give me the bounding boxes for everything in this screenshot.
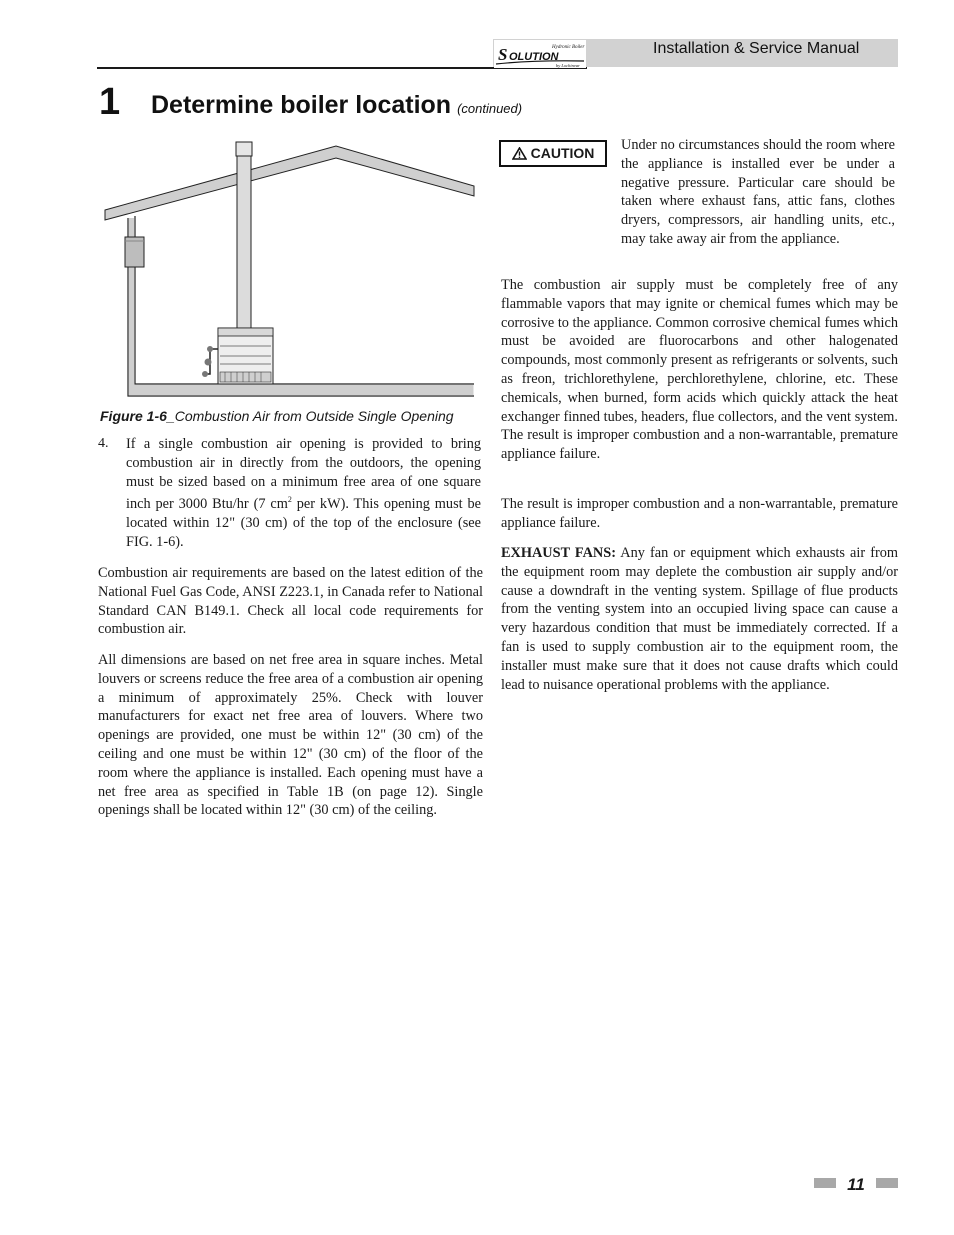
exhaust-fans-label: EXHAUST FANS: <box>501 545 616 561</box>
caution-text: Under no circumstances should the room where the appliance is installed ever be under a negative pressure. Particular care should be taken where exhaust fans, attic fans, clothes dryers, compressors, air handling units, etc., may take away air from the appliance. <box>621 137 895 247</box>
figure-number: Figure 1-6_ <box>100 408 175 424</box>
list-item-number: 4. <box>98 436 109 451</box>
list-item-text <box>126 435 481 552</box>
figure-caption <box>100 407 454 425</box>
svg-text:Hydronic Boiler: Hydronic Boiler <box>552 45 585 50</box>
list-item-text-b: per kW). This opening must be located within 12" (30 cm) of the top of the enclosure (see FIG. 1-6). <box>126 496 482 550</box>
list-item-superscript: 2 <box>287 495 292 505</box>
svg-text:S: S <box>498 45 508 64</box>
combustion-air-supply-paragraph: The combustion air supply must be completely free of any flammable vapors that may ignite or chemical fumes which may be corrosive to the appliance. Common corrosive chemical fumes which must be avoided are fluorocarbons and other halogenated compounds, most commonly present as refrigerants or solvents, such as freon, trichlorethylene, perchlorethylene, chlorine, etc. These chemicals, when burned, form acids which quickly attack the heat exchanger finned tubes, headers, flue collectors, and the vent system. The result is improper combustion and a non-warrantable, premature appliance failure. <box>501 277 898 463</box>
section-title <box>151 90 522 124</box>
caution-label-box <box>499 140 607 167</box>
manual-title: Installation & Service Manual <box>653 40 860 57</box>
page-number: 11 <box>847 1175 865 1194</box>
svg-text:by Lochinvar: by Lochinvar <box>556 63 580 68</box>
result-paragraph: The result is improper combustion and a non-warrantable, premature appliance failure. <box>501 496 898 531</box>
list-item-text-a: If a single combustion air opening is provided to bring combustion air in directly from the outdoors, the opening must be sized based on a minimum free area of one square inch per 3000 Btu/hr (7 cm <box>126 436 481 513</box>
warning-triangle-icon <box>512 147 527 160</box>
dimensions-paragraph: All dimensions are based on net free area in square inches. Metal louvers or screens reduce the free area of a combustion air opening a minimum of approximately 25%. Check with louver manufacturers for exact net free area of louvers. Where two openings are provided, one must be within 12" (30 cm) of the ceiling and one must be within 12" (30 cm) of the floor of the room where the appliance is installed. Each opening must have a net free area as specified in Table 1B (on page 12). Single openings shall be located within 12" (30 cm) of the ceiling. <box>98 652 483 819</box>
continued-label: (continued) <box>457 101 523 116</box>
exhaust-fans-paragraph <box>501 544 898 694</box>
combustion-air-figure <box>100 134 480 404</box>
caution-label: CAUTION <box>530 145 595 161</box>
footer-bar-right <box>876 1178 898 1188</box>
exhaust-fans-text: Any fan or equipment which exhausts air from the equipment room may deplete the combustion air supply and/or cause a downdraft in the venting system. Spillage of flue products from the venting system into an occupied living space can cause a very hazardous condition that must be immediately corrected. If a fan is used to supply combustion air to the equipment room, the installer must make sure that it does not cause drafts which could lead to nuisance operational problems with the appliance. <box>501 545 898 693</box>
section-title-text: Determine boiler location <box>151 91 452 119</box>
combustion-air-requirements-paragraph: Combustion air requirements are based on the latest edition of the National Fuel Gas Code, ANSI Z223.1, in Canada refer to National Standard CAN B149.1. Check all local code requirements for combustion air. <box>98 565 483 638</box>
solution-logo <box>494 40 586 68</box>
footer-bar-left <box>814 1178 836 1188</box>
section-number: 1 <box>99 81 121 123</box>
svg-text:OLUTION: OLUTION <box>509 51 559 63</box>
figure-caption-text: Combustion Air from Outside Single Opening <box>174 408 454 424</box>
